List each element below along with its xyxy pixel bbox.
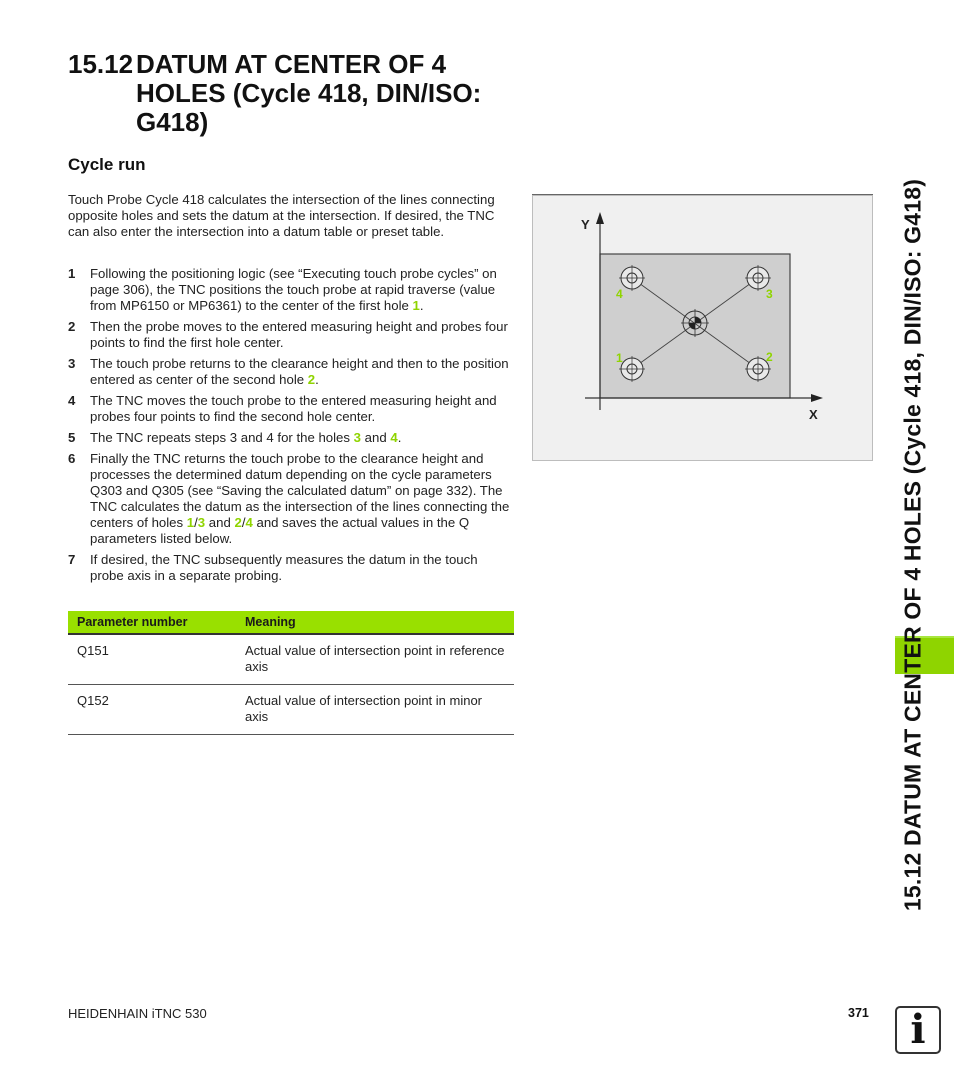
- sidebar-title-text: 15.12 DATUM AT CENTER OF 4 HOLES (Cycle 418, DIN/ISO: G418): [899, 178, 926, 912]
- y-axis-arrow-icon: [596, 212, 604, 224]
- step-text: [90, 266, 513, 314]
- list-item: [68, 430, 513, 446]
- step-text-fragment: The TNC repeats steps 3 and 4 for the holes: [90, 430, 354, 445]
- step-text-fragment: Following the positioning logic (see “Executing touch probe cycles” on page 306), the TNC positions the touch probe at rapid traverse (value from MP6150 or MP6361) to the center of the first hole: [90, 266, 497, 313]
- hole-reference: 4: [390, 430, 398, 445]
- table-cell-meaning: Actual value of intersection point in reference axis: [236, 634, 514, 685]
- step-text-fragment: If desired, the TNC subsequently measures the datum in the touch probe axis in a separate probing.: [90, 552, 478, 583]
- step-text-fragment: and: [205, 515, 235, 530]
- step-text-fragment: and: [361, 430, 391, 445]
- table-cell-parameter: Q151: [68, 634, 236, 685]
- footer-brand: HEIDENHAIN iTNC 530: [68, 1006, 207, 1021]
- hole-reference: 4: [245, 515, 253, 530]
- step-number: 3: [68, 356, 76, 371]
- section-number: 15.12: [68, 49, 134, 79]
- step-number: 2: [68, 319, 76, 334]
- step-number: 5: [68, 430, 76, 445]
- intro-paragraph: Touch Probe Cycle 418 calculates the intersection of the lines connecting opposite holes and sets the datum at the intersection. If desired, the TNC can also enter the intersection into a datum table or preset table.: [68, 192, 495, 239]
- hole-reference: 3: [197, 515, 206, 530]
- step-number: 1: [68, 266, 76, 281]
- section-title: DATUM AT CENTER OF 4 HOLES (Cycle 418, DIN/ISO: G418): [136, 49, 482, 137]
- info-icon: [895, 1006, 941, 1054]
- step-number: 4: [68, 393, 76, 408]
- step-text: [90, 319, 513, 351]
- step-text: [90, 430, 513, 446]
- step-text-fragment: Finally the TNC returns the touch probe to the clearance height and processes the determined datum depending on the cycle parameters Q303 and Q305 (see “Saving the calculated datum” on page 332). The TNC calculates the datum as the intersection of the lines connecting the centers of holes: [90, 451, 510, 530]
- step-text-fragment: The touch probe returns to the clearance height and then to the position entered as center of the second hole: [90, 356, 509, 387]
- step-text-fragment: and saves the actual values in the Q parameters listed below.: [90, 515, 470, 546]
- table-row: [68, 634, 514, 685]
- step-text: [90, 356, 513, 388]
- table-cell-meaning: Actual value of intersection point in minor axis: [236, 685, 514, 735]
- hole-label-1: 1: [616, 351, 623, 365]
- step-text-fragment: /: [241, 515, 246, 530]
- list-item: [68, 393, 513, 425]
- step-text: [90, 393, 513, 425]
- subheading-cycle-run: Cycle run: [68, 155, 146, 174]
- step-number: 7: [68, 552, 76, 567]
- hole-diagram: [532, 195, 873, 461]
- step-number: 6: [68, 451, 76, 466]
- header-parameter-number: Parameter number: [68, 611, 236, 634]
- table-header-row: [68, 611, 514, 634]
- hole-diagram-svg: [533, 196, 874, 462]
- header-meaning: Meaning: [236, 611, 514, 634]
- hole-label-4: 4: [616, 287, 623, 301]
- list-item: [68, 552, 513, 584]
- step-text-fragment: /: [194, 515, 198, 530]
- hole-label-3: 3: [766, 287, 773, 301]
- hole-reference: 2: [307, 372, 316, 387]
- y-axis-label: Y: [581, 217, 590, 232]
- step-text-fragment: .: [419, 298, 424, 313]
- step-text-fragment: .: [315, 372, 319, 387]
- step-text-fragment: Then the probe moves to the entered measuring height and probes four points to find the first hole center.: [90, 319, 508, 350]
- hole-reference: 3: [353, 430, 361, 445]
- hole-reference: 1: [412, 298, 420, 313]
- list-item: [68, 266, 513, 314]
- hole-reference: 2: [234, 515, 242, 530]
- x-axis-label: X: [809, 407, 818, 422]
- list-item: [68, 451, 513, 547]
- steps-list: [68, 266, 513, 589]
- list-item: [68, 319, 513, 351]
- list-item: [68, 356, 513, 388]
- x-axis-arrow-icon: [811, 394, 823, 402]
- step-text: [90, 451, 513, 547]
- step-text-fragment: The TNC moves the touch probe to the entered measuring height and probes four points to find the second hole center.: [90, 393, 497, 424]
- page-title: [68, 50, 508, 137]
- step-text-fragment: .: [397, 430, 402, 445]
- table-cell-parameter: Q152: [68, 685, 236, 735]
- table-row: [68, 685, 514, 735]
- info-glyph: i: [910, 1006, 926, 1053]
- hole-label-2: 2: [766, 350, 773, 364]
- hole-reference: 1: [186, 515, 195, 530]
- page-number: 371: [848, 1006, 869, 1020]
- parameter-table: [68, 611, 514, 735]
- step-text: [90, 552, 513, 584]
